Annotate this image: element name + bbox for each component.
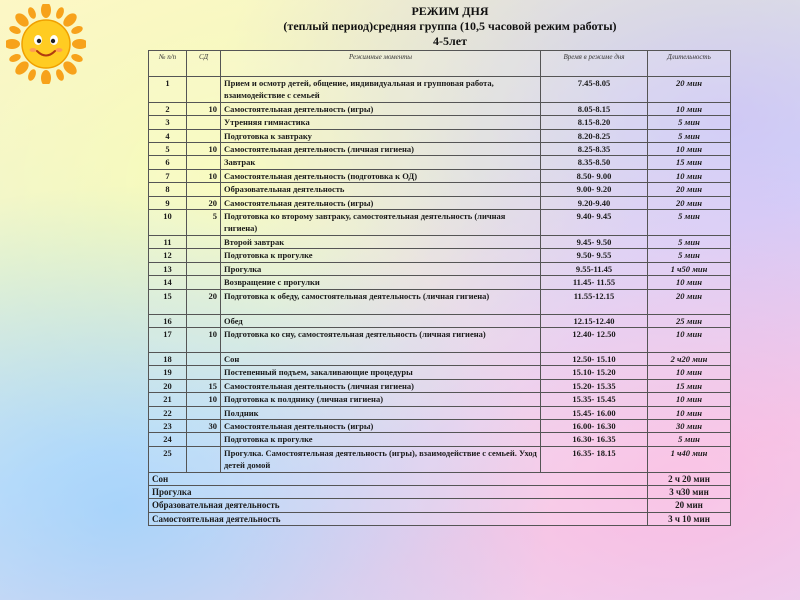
row-num: 14 <box>149 276 187 289</box>
row-num: 6 <box>149 156 187 169</box>
row-sd <box>187 276 221 289</box>
row-moment: Утренняя гимнастика <box>221 116 541 129</box>
row-moment: Самостоятельная деятельность (личная гигиена) <box>221 143 541 156</box>
row-sd: 10 <box>187 393 221 406</box>
row-time: 9.50- 9.55 <box>541 249 648 262</box>
table-row <box>149 235 731 248</box>
table-row <box>149 183 731 196</box>
row-duration: 30 мин <box>648 419 731 432</box>
header-moments: Режимные моменты <box>221 51 541 77</box>
row-sd <box>187 446 221 472</box>
row-num: 1 <box>149 77 187 103</box>
summary-row <box>149 512 731 525</box>
row-time: 15.45- 16.00 <box>541 406 648 419</box>
row-moment: Подготовка к обеду, самостоятельная деятельность (личная гигиена) <box>221 289 541 314</box>
table-row <box>149 393 731 406</box>
row-sd: 30 <box>187 419 221 432</box>
table-row <box>149 327 731 352</box>
table-row <box>149 352 731 365</box>
row-duration: 5 мин <box>648 116 731 129</box>
summary-label: Сон <box>149 472 648 485</box>
row-time: 9.20-9.40 <box>541 196 648 209</box>
header-sd: СД <box>187 51 221 77</box>
row-num: 11 <box>149 235 187 248</box>
row-num: 5 <box>149 143 187 156</box>
row-num: 9 <box>149 196 187 209</box>
row-moment: Подготовка ко второму завтраку, самостоятельная деятельность (личная гигиена) <box>221 210 541 236</box>
row-num: 8 <box>149 183 187 196</box>
table-row <box>149 379 731 392</box>
row-sd: 10 <box>187 143 221 156</box>
table-header-row <box>149 51 731 77</box>
row-moment: Прогулка. Самостоятельная деятельность (игры), взаимодействие с семьей. Уход детей домой <box>221 446 541 472</box>
summary-row <box>149 472 731 485</box>
row-num: 10 <box>149 210 187 236</box>
table-row <box>149 102 731 115</box>
summary-value: 3 ч 10 мин <box>648 512 731 525</box>
sun-icon <box>6 4 86 84</box>
table-row <box>149 433 731 446</box>
schedule-table-wrapper <box>148 50 730 526</box>
row-time: 7.45-8.05 <box>541 77 648 103</box>
row-duration: 10 мин <box>648 393 731 406</box>
row-time: 15.20- 15.35 <box>541 379 648 392</box>
row-sd <box>187 183 221 196</box>
table-row <box>149 77 731 103</box>
row-sd: 15 <box>187 379 221 392</box>
row-sd: 10 <box>187 102 221 115</box>
row-moment: Подготовка к завтраку <box>221 129 541 142</box>
row-moment: Второй завтрак <box>221 235 541 248</box>
row-num: 20 <box>149 379 187 392</box>
row-duration: 20 мин <box>648 196 731 209</box>
table-row <box>149 446 731 472</box>
row-moment: Прогулка <box>221 262 541 275</box>
row-moment: Возвращение с прогулки <box>221 276 541 289</box>
row-time: 12.40- 12.50 <box>541 327 648 352</box>
row-num: 4 <box>149 129 187 142</box>
row-duration: 10 мин <box>648 276 731 289</box>
row-num: 18 <box>149 352 187 365</box>
row-moment: Прием и осмотр детей, общение, индивидуальная и групповая работа, взаимодействие с семьей <box>221 77 541 103</box>
row-time: 11.55-12.15 <box>541 289 648 314</box>
header-num: № п/п <box>149 51 187 77</box>
row-num: 23 <box>149 419 187 432</box>
row-duration: 1 ч50 мин <box>648 262 731 275</box>
row-sd <box>187 406 221 419</box>
row-sd: 20 <box>187 196 221 209</box>
table-body <box>149 77 731 473</box>
row-moment: Подготовка к полднику (личная гигиена) <box>221 393 541 406</box>
row-time: 11.45- 11.55 <box>541 276 648 289</box>
row-moment: Сон <box>221 352 541 365</box>
row-duration: 5 мин <box>648 210 731 236</box>
row-time: 9.55-11.45 <box>541 262 648 275</box>
table-row <box>149 289 731 314</box>
row-duration: 20 мин <box>648 183 731 196</box>
row-moment: Постепенный подъем, закаливающие процедуры <box>221 366 541 379</box>
summary-label: Образовательная деятельность <box>149 499 648 512</box>
row-sd: 10 <box>187 169 221 182</box>
table-row <box>149 210 731 236</box>
row-duration: 5 мин <box>648 433 731 446</box>
row-duration: 20 мин <box>648 289 731 314</box>
row-moment: Самостоятельная деятельность (игры) <box>221 419 541 432</box>
row-moment: Самостоятельная деятельность (игры) <box>221 102 541 115</box>
row-time: 12.50- 15.10 <box>541 352 648 365</box>
summary-body <box>149 472 731 526</box>
row-time: 8.05-8.15 <box>541 102 648 115</box>
row-duration: 5 мин <box>648 249 731 262</box>
row-duration: 10 мин <box>648 169 731 182</box>
row-moment: Образовательная деятельность <box>221 183 541 196</box>
row-sd <box>187 235 221 248</box>
row-moment: Подготовка к прогулке <box>221 249 541 262</box>
row-num: 7 <box>149 169 187 182</box>
row-num: 3 <box>149 116 187 129</box>
row-duration: 5 мин <box>648 129 731 142</box>
row-num: 13 <box>149 262 187 275</box>
row-num: 2 <box>149 102 187 115</box>
title-line-1: РЕЖИМ ДНЯ <box>411 4 489 18</box>
header-duration: Длительность <box>648 51 731 77</box>
row-num: 24 <box>149 433 187 446</box>
table-row <box>149 169 731 182</box>
schedule-table <box>148 50 731 526</box>
row-moment: Самостоятельная деятельность (личная гигиена) <box>221 379 541 392</box>
row-moment: Самостоятельная деятельность (игры) <box>221 196 541 209</box>
row-sd <box>187 433 221 446</box>
row-num: 16 <box>149 314 187 327</box>
summary-value: 20 мин <box>648 499 731 512</box>
row-time: 9.00- 9.20 <box>541 183 648 196</box>
row-num: 19 <box>149 366 187 379</box>
row-num: 22 <box>149 406 187 419</box>
table-row <box>149 262 731 275</box>
row-duration: 10 мин <box>648 102 731 115</box>
table-row <box>149 366 731 379</box>
row-time: 8.15-8.20 <box>541 116 648 129</box>
row-duration: 10 мин <box>648 327 731 352</box>
summary-label: Самостоятельная деятельность <box>149 512 648 525</box>
row-duration: 10 мин <box>648 406 731 419</box>
row-sd <box>187 249 221 262</box>
row-sd <box>187 129 221 142</box>
summary-row <box>149 499 731 512</box>
row-duration: 15 мин <box>648 379 731 392</box>
table-row <box>149 276 731 289</box>
row-sd: 10 <box>187 327 221 352</box>
table-row <box>149 143 731 156</box>
table-row <box>149 406 731 419</box>
row-sd <box>187 116 221 129</box>
row-sd: 5 <box>187 210 221 236</box>
row-duration: 15 мин <box>648 156 731 169</box>
row-duration: 10 мин <box>648 143 731 156</box>
table-row <box>149 116 731 129</box>
table-row <box>149 156 731 169</box>
summary-value: 3 ч30 мин <box>648 485 731 498</box>
summary-label: Прогулка <box>149 485 648 498</box>
row-time: 15.10- 15.20 <box>541 366 648 379</box>
table-row <box>149 129 731 142</box>
row-time: 16.30- 16.35 <box>541 433 648 446</box>
row-duration: 20 мин <box>648 77 731 103</box>
row-time: 15.35- 15.45 <box>541 393 648 406</box>
row-time: 9.40- 9.45 <box>541 210 648 236</box>
header-time: Время в режиме дня <box>541 51 648 77</box>
row-moment: Обед <box>221 314 541 327</box>
row-sd <box>187 262 221 275</box>
row-time: 8.35-8.50 <box>541 156 648 169</box>
row-time: 16.00- 16.30 <box>541 419 648 432</box>
summary-row <box>149 485 731 498</box>
table-row <box>149 314 731 327</box>
row-moment: Полдник <box>221 406 541 419</box>
row-duration: 10 мин <box>648 366 731 379</box>
row-duration: 5 мин <box>648 235 731 248</box>
row-sd <box>187 366 221 379</box>
row-moment: Подготовка к прогулке <box>221 433 541 446</box>
row-sd <box>187 156 221 169</box>
row-sd <box>187 352 221 365</box>
summary-value: 2 ч 20 мин <box>648 472 731 485</box>
row-moment: Подготовка ко сну, самостоятельная деятельность (личная гигиена) <box>221 327 541 352</box>
table-row <box>149 419 731 432</box>
row-time: 8.20-8.25 <box>541 129 648 142</box>
row-duration: 25 мин <box>648 314 731 327</box>
row-num: 12 <box>149 249 187 262</box>
row-time: 12.15-12.40 <box>541 314 648 327</box>
row-sd <box>187 77 221 103</box>
row-time: 8.50- 9.00 <box>541 169 648 182</box>
row-num: 17 <box>149 327 187 352</box>
row-sd <box>187 314 221 327</box>
row-sd: 20 <box>187 289 221 314</box>
row-duration: 2 ч20 мин <box>648 352 731 365</box>
row-moment: Завтрак <box>221 156 541 169</box>
page-title <box>150 4 750 49</box>
row-num: 21 <box>149 393 187 406</box>
table-row <box>149 196 731 209</box>
title-line-3: 4-5лет <box>433 34 467 48</box>
row-num: 25 <box>149 446 187 472</box>
row-moment: Самостоятельная деятельность (подготовка к ОД) <box>221 169 541 182</box>
row-time: 8.25-8.35 <box>541 143 648 156</box>
row-time: 9.45- 9.50 <box>541 235 648 248</box>
table-row <box>149 249 731 262</box>
row-duration: 1 ч40 мин <box>648 446 731 472</box>
title-line-2: (теплый период)средняя группа (10,5 часовой режим работы) <box>283 19 617 33</box>
row-time: 16.35- 18.15 <box>541 446 648 472</box>
row-num: 15 <box>149 289 187 314</box>
